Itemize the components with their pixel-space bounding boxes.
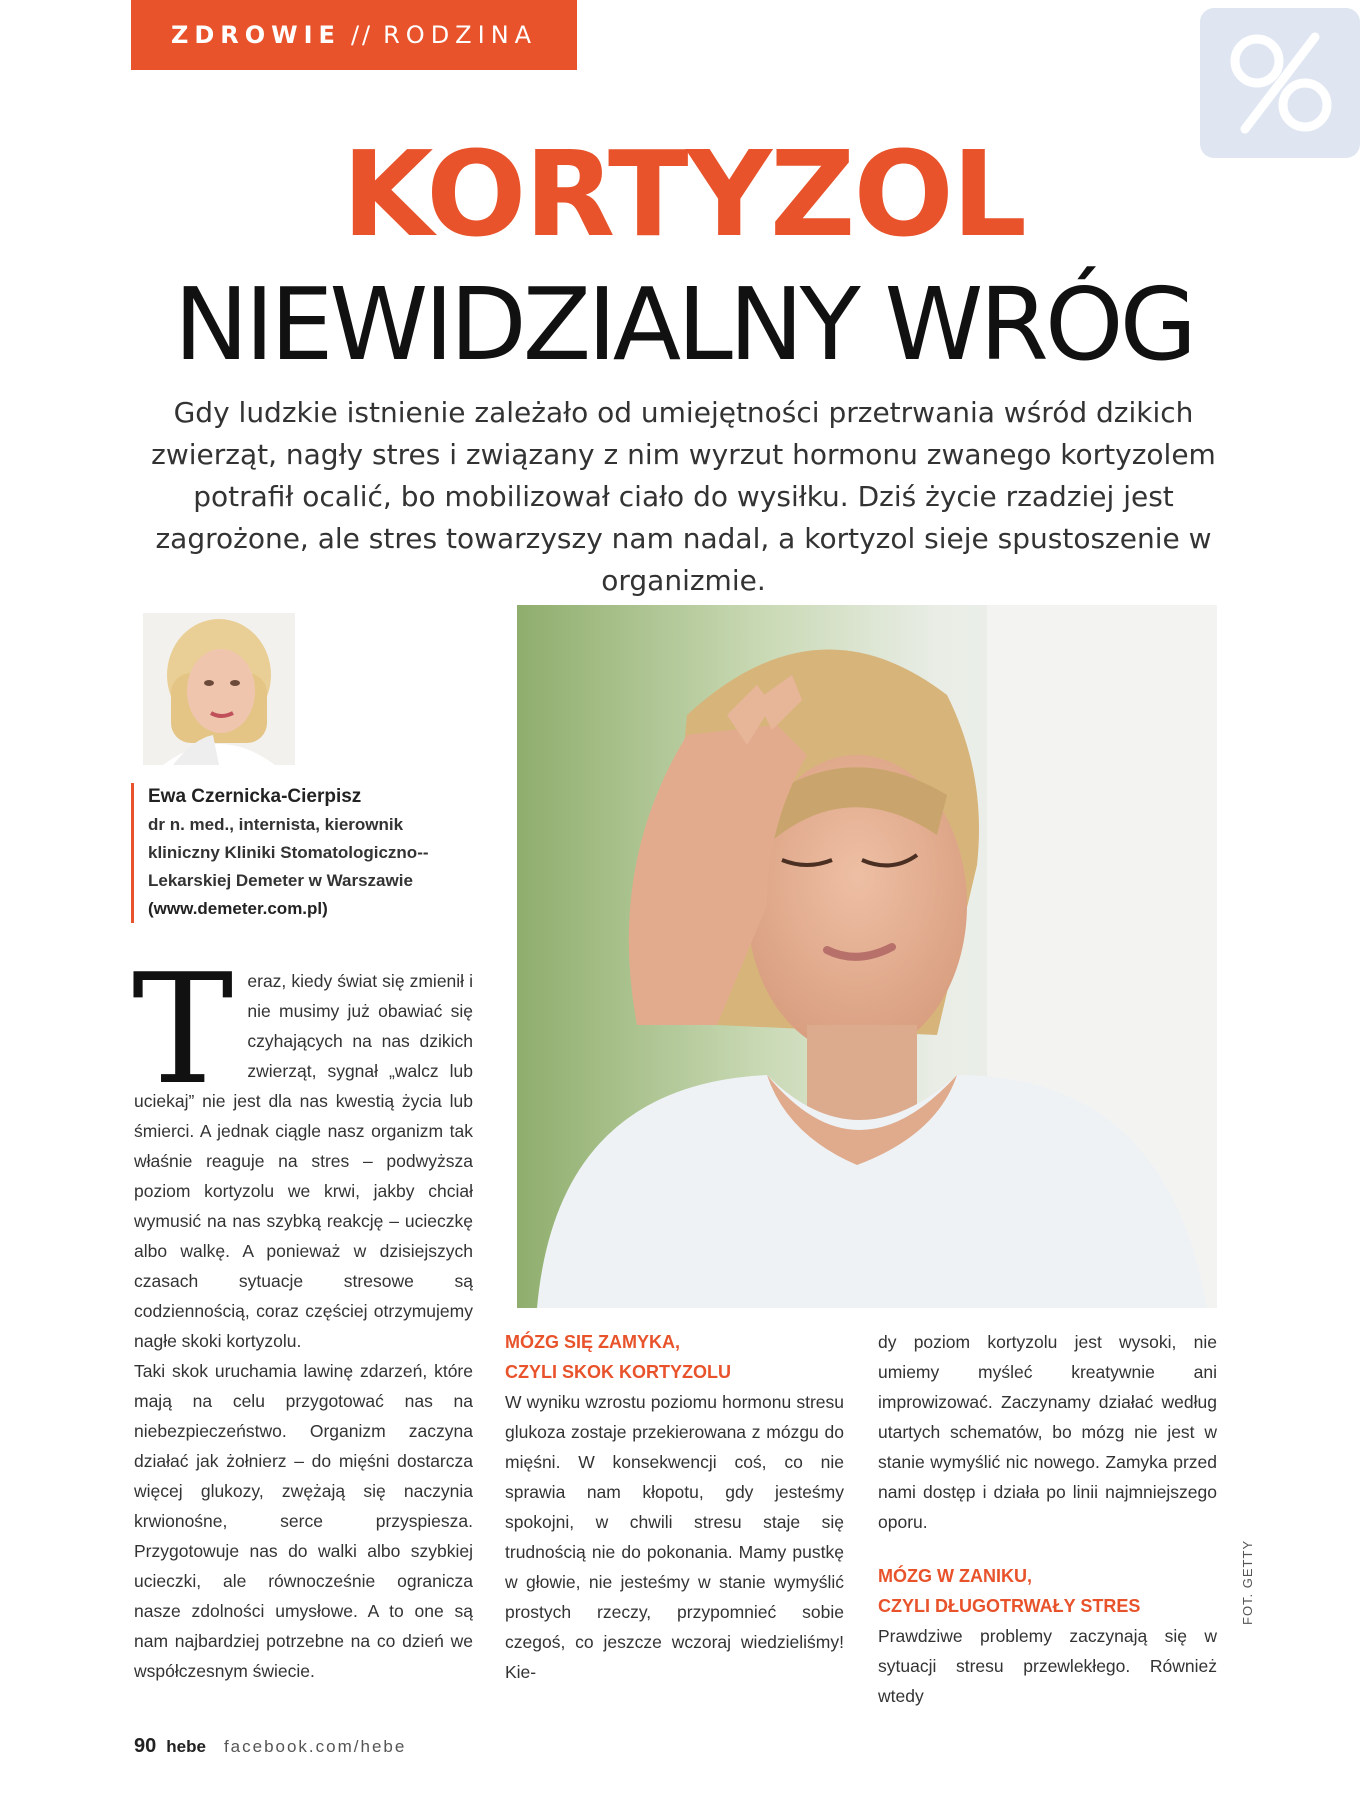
paragraph-intro: eraz, kiedy świat się zmienił i nie musimy już obawiać się czyhających na nas dzikich zwierząt, sygnał „walcz lub uciekaj” nie jest dla nas kwestią życia lub śmierci. A jednak ciągle nasz organizm tak właśnie reaguje na stres – podwyższa poziom kortyzolu we krwi, jakby chciał wymusić na nas szybką reakcję – ucieczkę albo walkę. A ponieważ w dzisiejszych czasach sytuacje stresowe są codziennością, coraz częściej otrzymujemy nagłe skoki kortyzolu. <box>134 971 473 1351</box>
article-subtitle: NIEWIDZIALNY WRÓG <box>173 266 1194 383</box>
subhead-line: MÓZG W ZANIKU, <box>878 1566 1032 1586</box>
article-title: KORTYZOL <box>341 125 1025 263</box>
section-separator: // <box>350 21 374 49</box>
article-photo <box>517 605 1217 1308</box>
magazine-brand: hebe <box>166 1737 206 1756</box>
paragraph-glucose-continued: dy poziom kortyzolu jest wysoki, nie umiemy myśleć kreatywnie ani improwizować. Zaczynamy działać według utartych schematów, bo mózg nie jest w stanie wymyślić nic nowego. Zamyka przed nami dostęp i działa po linii najmniejszego oporu. <box>878 1332 1217 1532</box>
article-column-3 <box>878 1327 1217 1711</box>
article-lead: Gdy ludzkie istnienie zależało od umiejętności przetrwania wśród dzikich zwierząt, nagły stres i związany z nim wyrzut hormonu zwanego kortyzolem potrafił ocalić, bo mobilizował ciało do wysiłku. Dziś życie rzadziej jest zagrożone, ale stres towarzyszy nam nadal, a kortyzol sieje spustoszenie w organizmie. <box>151 396 1216 597</box>
subhead-brain-shuts-down <box>505 1327 844 1387</box>
subhead-line: CZYLI DŁUGOTRWAŁY STRES <box>878 1596 1141 1616</box>
author-info <box>131 783 448 923</box>
section-label: ZDROWIE <box>170 21 341 49</box>
article-column-1 <box>132 941 473 1686</box>
section-tag <box>131 0 577 70</box>
author-url: (www.demeter.com.pl) <box>148 899 328 918</box>
subhead-line: CZYLI SKOK KORTYZOLU <box>505 1362 731 1382</box>
paragraph-reaction: Taki skok uruchamia lawinę zdarzeń, które mają na celu przygotować nas na niebezpieczeństwo. Organizm zaczyna działać jak żołnierz – do mięśni dostarcza więcej glukozy, zwężają się naczynia krwionośne, serce przyspiesza. Przygotowuje nas do walki albo szybkiej ucieczki, ale równocześnie ogranicza nasze zdolności umysłowe. A to one są nam najbardziej potrzebne na co dzień we współczesnym świecie. <box>134 1361 473 1681</box>
footer-link[interactable]: facebook.com/hebe <box>223 1737 407 1756</box>
page-footer <box>134 1735 406 1758</box>
subhead-line: MÓZG SIĘ ZAMYKA, <box>505 1332 680 1352</box>
author-photo <box>143 613 295 765</box>
paragraph-chronic-stress: Prawdziwe problemy zaczynają się w sytuacji stresu przewlekłego. Również wtedy <box>878 1626 1217 1706</box>
subhead-brain-atrophy <box>878 1561 1217 1621</box>
page-number: 90 <box>134 1735 157 1757</box>
photo-credit: FOT. GETTY <box>1240 1539 1255 1625</box>
author-role: dr n. med., internista, kierownik kliniczny Kliniki Stomatologiczno--Lekarskiej Demeter w Warszawie <box>148 815 429 890</box>
dropcap: T <box>132 941 234 1118</box>
subsection-label: RODZINA <box>383 21 538 49</box>
paragraph-glucose: W wyniku wzrostu poziomu hormonu stresu glukoza zostaje przekierowana z mózgu do mięśni. W konsekwencji coś, co nie sprawia nam kłopotu, gdy jesteśmy spokojni, w chwili stresu staje się trudnością nie do pokonania. Mamy pustkę w głowie, nie jesteśmy w stanie wymyślić prostych rzeczy, przypomnieć sobie czegoś, co jeszcze wczoraj wiedzieliśmy! Kie- <box>505 1392 844 1682</box>
author-name: Ewa Czernicka-Cierpisz <box>148 786 362 807</box>
article-column-2 <box>505 1327 844 1687</box>
